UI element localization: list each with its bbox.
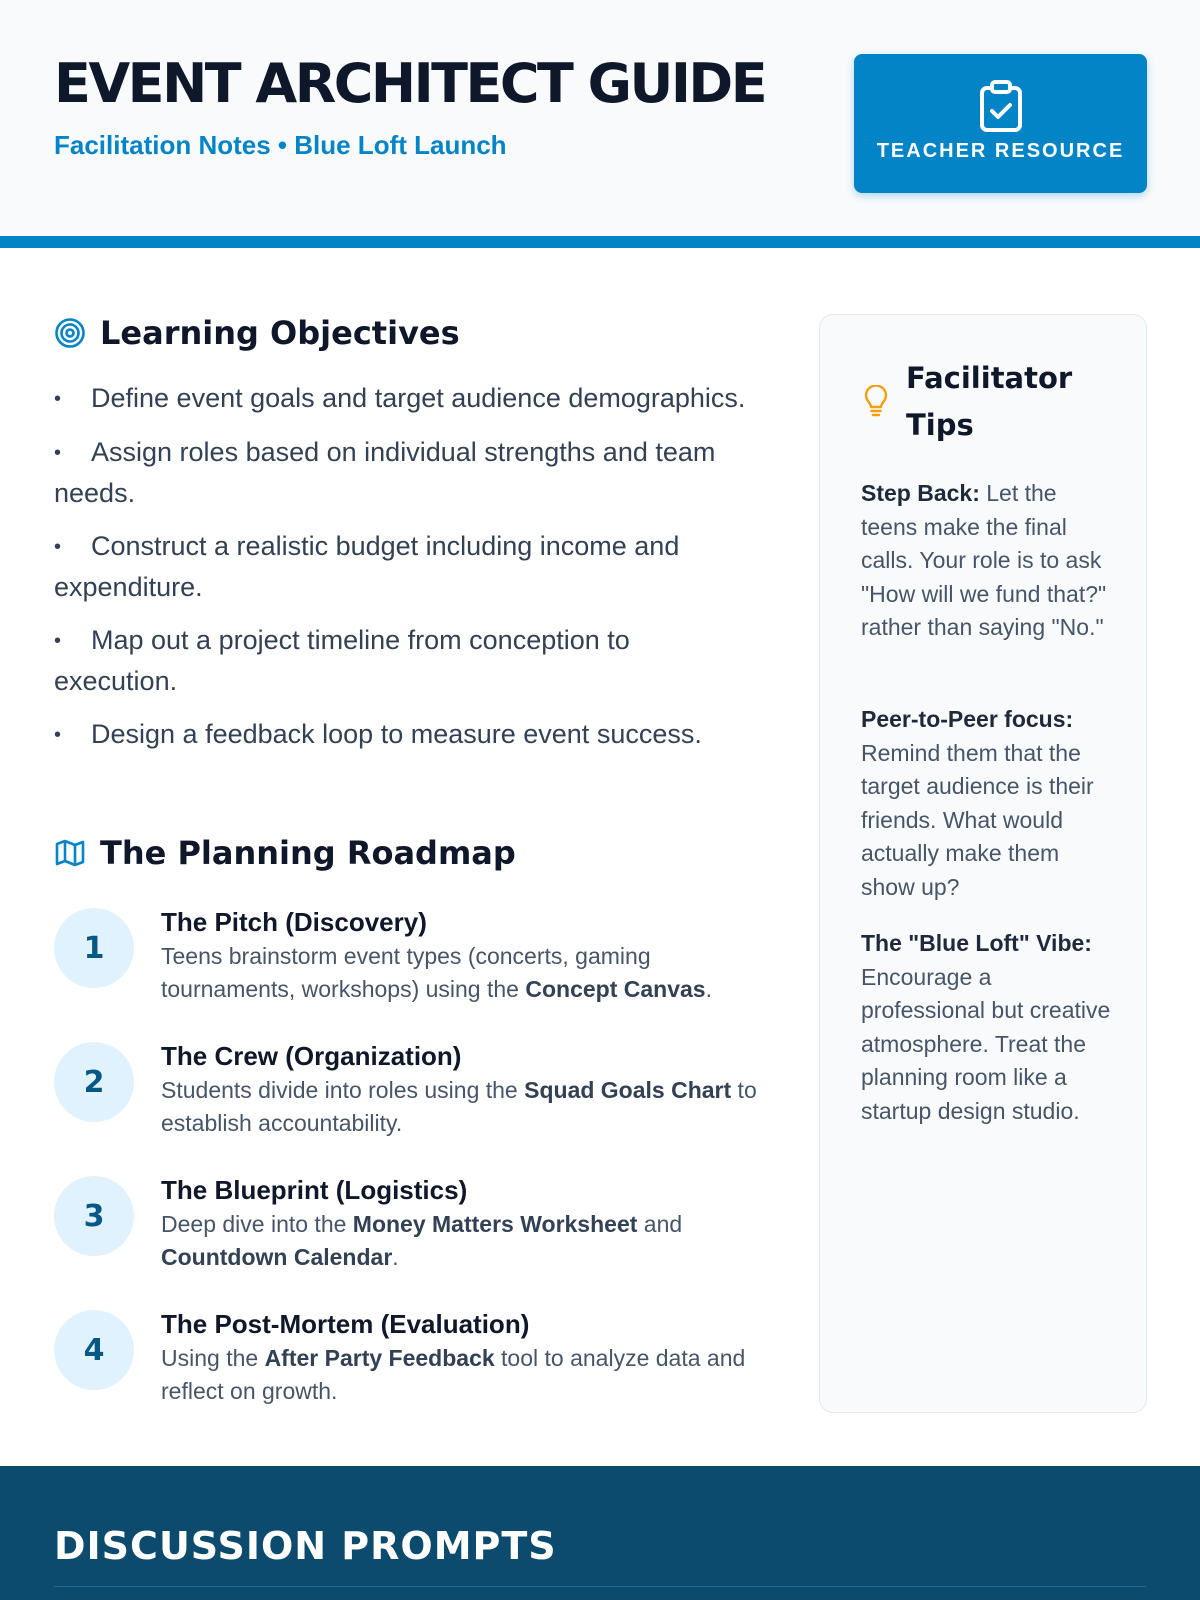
step-number-badge: 4 [54,1310,134,1390]
bullet: • [54,442,62,464]
planning-roadmap-title: The Planning Roadmap [100,834,516,872]
discussion-prompts-title: DISCUSSION PROMPTS [54,1524,557,1568]
bullet: • [54,536,62,558]
clipboard-check-icon [978,80,1024,132]
page-title: EVENT ARCHITECT GUIDE [54,52,766,115]
tip-item: The "Blue Loft" Vibe: Encourage a professional but creative atmosphere. Treat the planning room like a startup design studio. [861,930,1111,1124]
badge-label: TEACHER RESOURCE [876,140,1125,162]
list-item: • Define event goals and target audience demographics. [54,378,760,419]
roadmap-steps [54,906,764,1442]
divider [54,1586,1146,1587]
roadmap-step [54,1308,764,1442]
step-title: The Crew (Organization) [161,1041,462,1071]
step-title: The Post-Mortem (Evaluation) [161,1309,530,1339]
teacher-resource-badge [854,54,1147,193]
learning-objectives-heading [54,314,460,352]
step-description: Deep dive into the Money Matters Worksheet and Countdown Calendar. [161,1211,683,1270]
bullet: • [54,630,62,652]
step-number-badge: 1 [54,908,134,988]
map-icon [54,837,86,869]
step-number-badge: 3 [54,1176,134,1256]
list-item: • Map out a project timeline from conception to execution. [54,620,760,701]
discussion-prompts-section [0,1466,1200,1600]
page-subtitle: Facilitation Notes • Blue Loft Launch [54,130,507,160]
tip-label: Step Back: [861,480,980,506]
list-item: • Design a feedback loop to measure event success. [54,714,760,755]
tip-label: The "Blue Loft" Vibe: [861,930,1092,956]
step-number-badge: 2 [54,1042,134,1122]
step-description: Students divide into roles using the Squad Goals Chart to establish accountability. [161,1077,757,1136]
step-title: The Blueprint (Logistics) [161,1175,468,1205]
page-header [0,0,1200,248]
lightbulb-icon [862,385,890,419]
learning-objectives-title: Learning Objectives [100,314,460,352]
facilitator-tips-title: Facilitator Tips [906,361,1073,442]
roadmap-step [54,1174,764,1308]
list-item: • Construct a realistic budget including income and expenditure. [54,526,760,607]
bullet: • [54,388,62,410]
tip-label: Peer-to-Peer focus: [861,706,1074,732]
bullet: • [54,724,62,746]
roadmap-step [54,1040,764,1174]
target-icon [54,317,86,349]
objectives-list [54,378,760,768]
step-description: Using the After Party Feedback tool to analyze data and reflect on growth. [161,1345,746,1404]
tip-item: Step Back: Let the teens make the final calls. Your role is to ask "How will we fund that?" rather than saying "No." [861,480,1107,641]
facilitator-tips-heading [862,355,1106,449]
roadmap-step [54,906,764,1040]
list-item: • Assign roles based on individual strengths and team needs. [54,432,760,513]
facilitator-tips-panel [819,314,1147,1413]
step-description: Teens brainstorm event types (concerts, gaming tournaments, workshops) using the Concept Canvas. [161,943,712,1002]
step-title: The Pitch (Discovery) [161,907,427,937]
tip-item: Peer-to-Peer focus: Remind them that the target audience is their friends. What would actually make them show up? [861,706,1094,900]
planning-roadmap-heading [54,834,516,872]
